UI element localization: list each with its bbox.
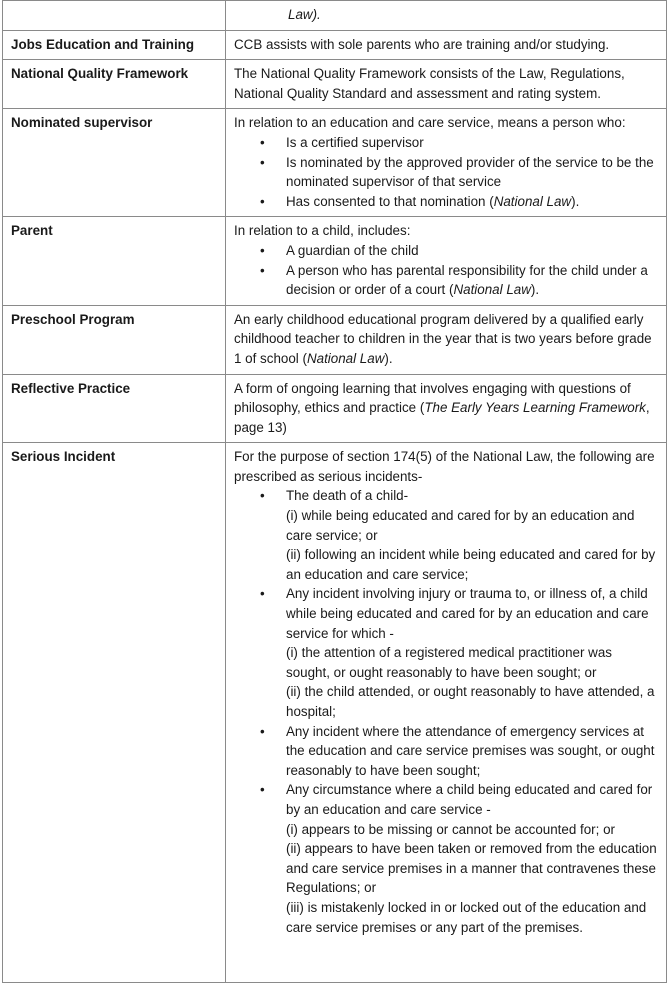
term-nominated-supervisor: Nominated supervisor — [3, 109, 226, 217]
table-row — [3, 443, 667, 983]
term-cell — [3, 1, 226, 31]
definition-intro: In relation to a child, includes: — [234, 223, 411, 239]
list-item: • Any incident involving injury or trauma to, or illness of, a child while being educated and cared for by an education and care service for which - (i) the attention of a registered medical practitioner was sought, or ought reasonably to have been sought; or (ii) the child attended, or ought reasonably to have attended, a hospital; — [260, 586, 655, 719]
bullet-icon: • — [260, 262, 265, 278]
list-item: • A person who has parental responsibility for the child under a decision or order of a court (National Law). — [260, 262, 648, 298]
bullet-icon: • — [260, 242, 265, 258]
definition-cell: CCB assists with sole parents who are training and/or studying. — [226, 30, 667, 60]
citation: National Law — [306, 350, 385, 366]
citation: National Law — [453, 282, 531, 298]
term-preschool-program: Preschool Program — [3, 305, 226, 374]
table-row — [3, 305, 667, 374]
bullet-icon: • — [260, 723, 265, 739]
table-row — [3, 109, 667, 217]
definition-cell — [226, 1, 667, 31]
list-item: • Is nominated by the approved provider of the service to be the nominated supervisor of that service — [260, 154, 654, 190]
bullet-list — [234, 486, 658, 937]
bullet-icon: • — [260, 782, 265, 798]
term-national-quality-framework: National Quality Framework — [3, 60, 226, 109]
definition-cell: A form of ongoing learning that involves engaging with questions of philosophy, ethics and practice (The Early Years Learning Framework, page 13) — [226, 374, 667, 443]
definition-intro: For the purpose of section 174(5) of the National Law, the following are prescribed as serious incidents- — [234, 449, 655, 484]
list-item: • A guardian of the child — [234, 241, 658, 261]
table-row — [3, 60, 667, 109]
term-reflective-practice: Reflective Practice — [3, 374, 226, 443]
bullet-icon: • — [260, 488, 265, 504]
list-item: • Any incident where the attendance of emergency services at the education and care service premises was sought, or ought reasonably to have been sought; — [260, 723, 655, 778]
table-row — [3, 374, 667, 443]
citation: The Early Years Learning Framework — [424, 400, 646, 416]
bullet-icon: • — [260, 586, 265, 602]
list-item: • Is a certified supervisor — [234, 133, 658, 153]
definition-cell: An early childhood educational program delivered by a qualified early childhood teacher to children in the year that is two years before grade 1 of school (National Law). — [226, 305, 667, 374]
term-serious-incident: Serious Incident — [3, 443, 226, 983]
definition-cell: The National Quality Framework consists of the Law, Regulations, National Quality Standard and assessment and rating system. — [226, 60, 667, 109]
table-row — [3, 217, 667, 305]
definition-cell — [226, 443, 667, 983]
bullet-icon: • — [260, 134, 265, 150]
table-row — [3, 30, 667, 60]
citation: National Law — [493, 193, 572, 209]
definition-cell — [226, 217, 667, 305]
list-item: • Any circumstance where a child being educated and cared for by an education and care service - (i) appears to be missing or cannot be accounted for; or (ii) appears to have been taken or removed from the education and care service premises in a manner that contravenes these Regulations; or (iii) is mistakenly locked in or locked out of the education and care service premises or any part of the premises. — [260, 782, 657, 935]
glossary-table — [2, 0, 667, 983]
list-item: • Has consented to that nomination (National Law). — [234, 192, 658, 212]
definition-cell — [226, 109, 667, 217]
bullet-list — [234, 133, 658, 211]
term-jobs-education-training: Jobs Education and Training — [3, 30, 226, 60]
term-parent: Parent — [3, 217, 226, 305]
definition-continuation: Law). — [288, 7, 321, 22]
bullet-icon: • — [260, 154, 265, 170]
table-row — [3, 1, 667, 31]
bullet-icon: • — [260, 193, 265, 209]
list-item: • The death of a child- (i) while being educated and cared for by an education and care service; or (ii) following an incident while being educated and cared for by an education and care service; — [260, 488, 656, 582]
definition-intro: In relation to an education and care service, means a person who: — [234, 115, 626, 131]
bullet-list — [234, 241, 658, 300]
